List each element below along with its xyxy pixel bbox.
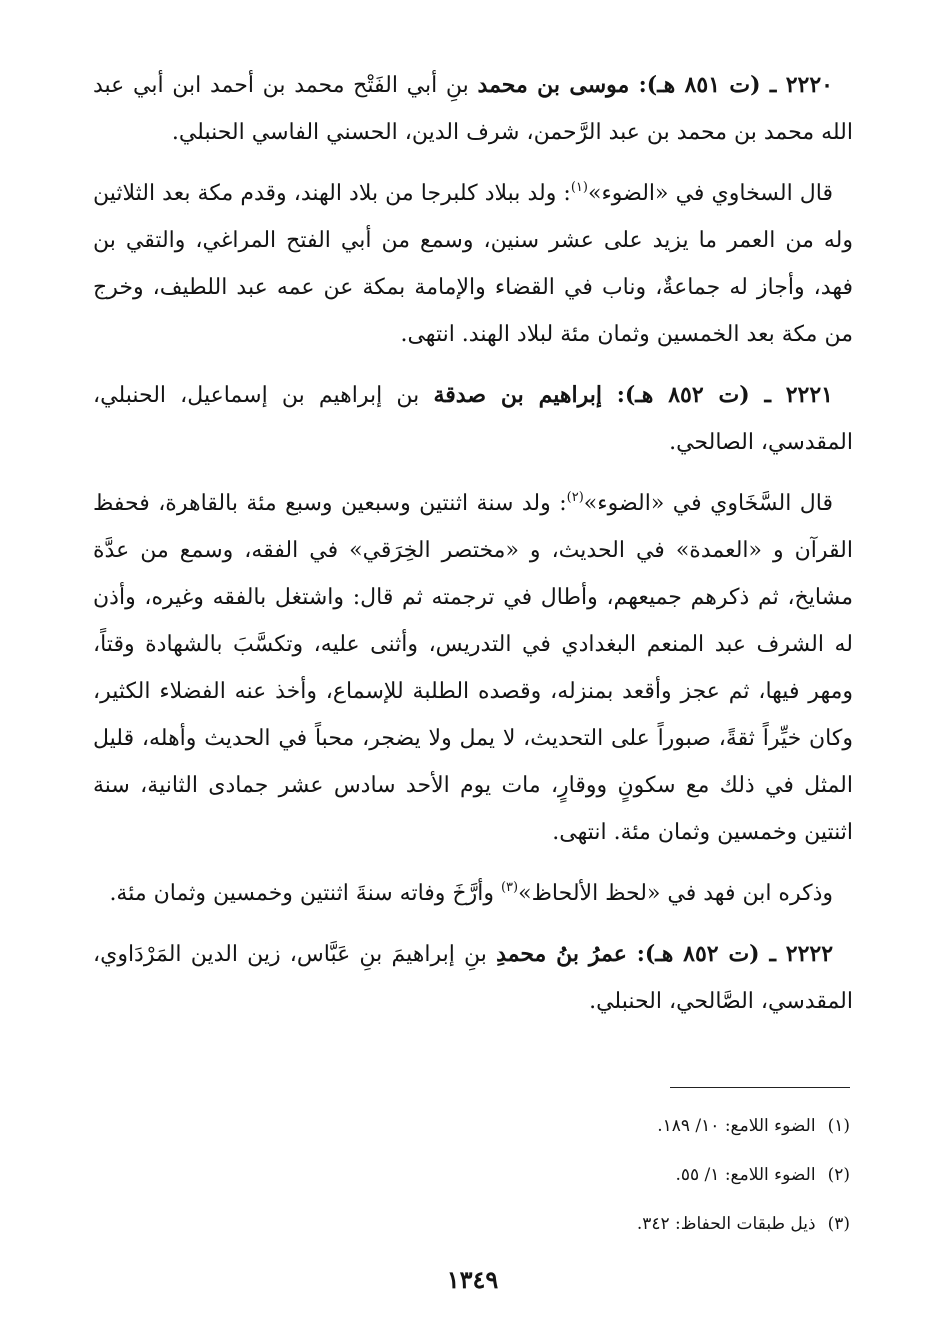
- quote-intro: قال السخاوي في «الضوء»: [587, 181, 833, 206]
- quote-text: : ولد سنة اثنتين وسبعين وسبع مئة بالقاهرة، فحفظ القرآن و «العمدة» في الحديث، و «مختصر الخِرَقي» في الفقه، وسمع من عدَّة مشايخ، ثم ذكرهم جميعهم، وأطال في ترجمته ثم قال: واشتغل بالفقه وغيره، وأذن له الشرف عبد المنعم البغدادي في التدريس، وأثنى عليه، وتكسَّبَ بالشهادة وقتاً، ومهر فيها، ثم عجز وأقعد بمنزله، وقصده الطلبة للإسماع، وأخذ عنه الفضلاء الكثير، وكان خيِّراً ثقةً، صبوراً على التحديث، لا يمل ولا يضجر، محباً في الحديث وأهله، قليل المثل في ذلك مع سكونٍ ووقارٍ، مات يوم الأحد سادس عشر جمادى الثانية، سنة اثنتين وخمسين وثمان مئة. انتهى.: [93, 491, 853, 845]
- footnote-ref: (٣): [500, 880, 519, 895]
- footnote-text: الضوء اللامع: ١/ ٥٥.: [675, 1165, 816, 1185]
- entry-paragraph: [93, 372, 853, 466]
- note-text: وأرَّخَ وفاته سنةَ اثنتين وخمسين وثمان مئة.: [109, 881, 501, 906]
- entry-2222: [93, 931, 853, 1025]
- footnotes: [95, 1087, 850, 1249]
- footnote-number: (٢): [827, 1165, 850, 1185]
- page-body: [93, 62, 853, 1039]
- footnote-ref: (٢): [566, 490, 584, 505]
- footnote-text: الضوء اللامع: ١٠/ ١٨٩.: [657, 1116, 816, 1136]
- footnote-item: [95, 1102, 850, 1151]
- entry-text: بنِ أبي الفَتْح محمد بن أحمد ابن أبي عبد الله محمد بن محمد بن عبد الرَّحمن، شرف الدين، الحسني الفاسي الحنبلي.: [93, 73, 853, 145]
- quote-intro: قال السَّخَاوي في «الضوء»: [583, 491, 833, 516]
- entry-2220: [93, 62, 853, 156]
- footnote-ref: (١): [570, 180, 588, 195]
- quote-text: : ولد ببلاد كلبرجا من بلاد الهند، وقدم مكة بعد الثلاثين وله من العمر ما يزيد على عشر سنين، وسمع من أبي الفتح المراغي، والتقي بن فهد، وأجاز له جماعةٌ، وناب في القضاء والإمامة بمكة عن عمه عبد اللطيف، وخرج من مكة بعد الخمسين وثمان مئة لبلاد الهند. انتهى.: [93, 181, 853, 347]
- entry-text: بنِ إبراهيمَ بنِ عَبَّاس، زين الدين المَرْدَاوي، المقدسي، الصَّالحي، الحنبلي.: [93, 942, 853, 1014]
- entry-2221: [93, 372, 853, 466]
- entry-paragraph: [93, 62, 853, 156]
- page-number: ١٣٤٩: [446, 1265, 499, 1294]
- entry-heading: ٢٢٢٢ ـ (ت ٨٥٢ هـ): عمرُ بنُ محمدِ: [496, 941, 834, 967]
- quote-paragraph: [93, 170, 853, 358]
- entry-heading: ٢٢٢٠ ـ (ت ٨٥١ هـ): موسى بن محمد: [477, 72, 833, 98]
- footnote-number: (١): [827, 1116, 850, 1136]
- footnote-divider: [670, 1087, 850, 1088]
- entry-heading: ٢٢٢١ ـ (ت ٨٥٢ هـ): إبراهيم بن صدقة: [433, 382, 833, 408]
- note-intro: وذكره ابن فهد في «لحظ الألحاظ»: [518, 881, 833, 906]
- entry-paragraph: [93, 931, 853, 1025]
- footnote-item: [95, 1151, 850, 1200]
- entry-text: بن إبراهيم بن إسماعيل، الحنبلي، المقدسي، الصالحي.: [93, 383, 853, 455]
- footnote-item: [95, 1200, 850, 1249]
- footnote-number: (٣): [827, 1214, 850, 1234]
- footnote-text: ذيل طبقات الحفاظ: ٣٤٢.: [636, 1214, 816, 1234]
- quote-paragraph: [93, 480, 853, 856]
- note-paragraph: [93, 870, 853, 917]
